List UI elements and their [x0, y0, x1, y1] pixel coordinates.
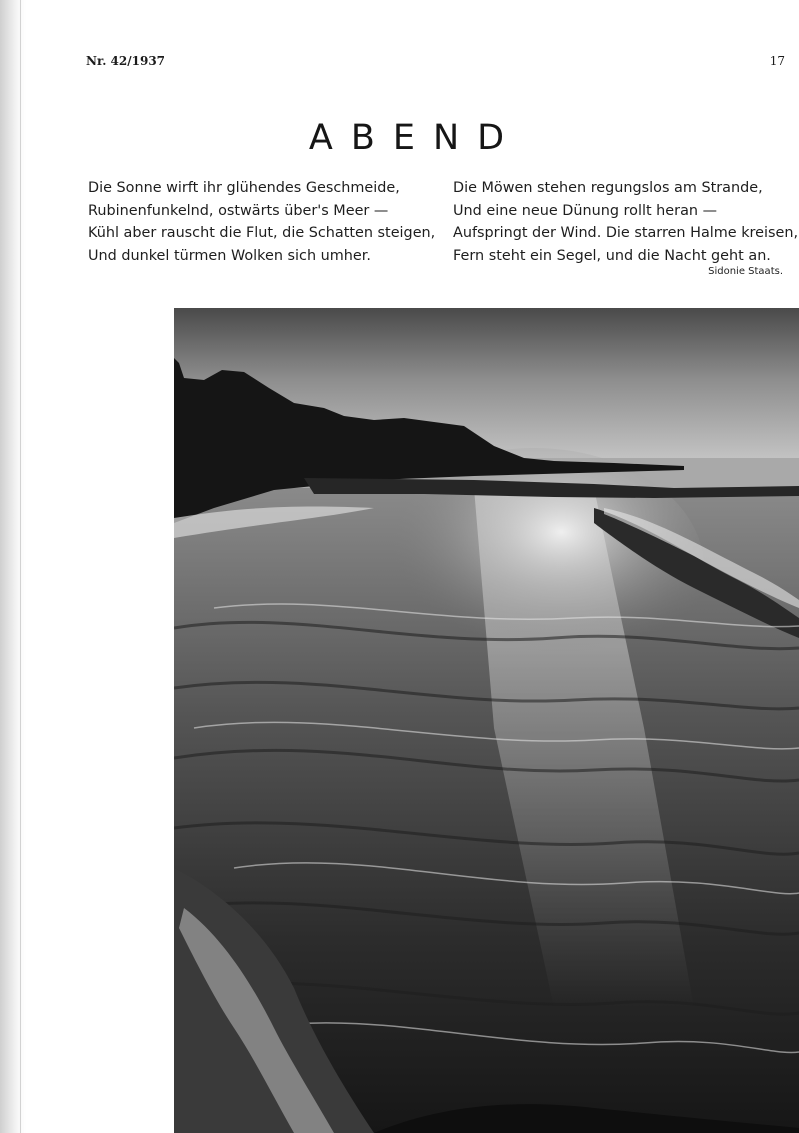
- poem-line: Die Sonne wirft ihr glühendes Geschmeide,: [88, 180, 400, 196]
- binding-fold-line: [20, 0, 21, 1133]
- poem-author: Sidonie Staats.: [708, 266, 783, 277]
- poem-line: Fern steht ein Segel, und die Nacht geht an.: [453, 247, 771, 264]
- poem-line: Die Möwen stehen regungslos am Strande,: [453, 180, 763, 196]
- issue-number: Nr. 42/1937: [86, 54, 166, 68]
- poem-line: Rubinenfunkelnd, ostwärts über's Meer —: [88, 202, 389, 219]
- poem-line: Aufspringt der Wind. Die starren Halme kreisen,: [453, 225, 799, 241]
- page-binding-shadow: [0, 0, 26, 1133]
- page-number: 17: [769, 54, 785, 68]
- poem-stanza-left: [88, 177, 435, 267]
- poem-stanza-right: [453, 177, 798, 267]
- poem-title: ABEND: [308, 118, 523, 158]
- poem-line: Und dunkel türmen Wolken sich umher.: [88, 247, 371, 264]
- poem-line: Kühl aber rauscht die Flut, die Schatten steigen,: [88, 225, 436, 241]
- sea-photo: [174, 308, 799, 1133]
- poem-line: Und eine neue Dünung rollt heran —: [453, 202, 717, 219]
